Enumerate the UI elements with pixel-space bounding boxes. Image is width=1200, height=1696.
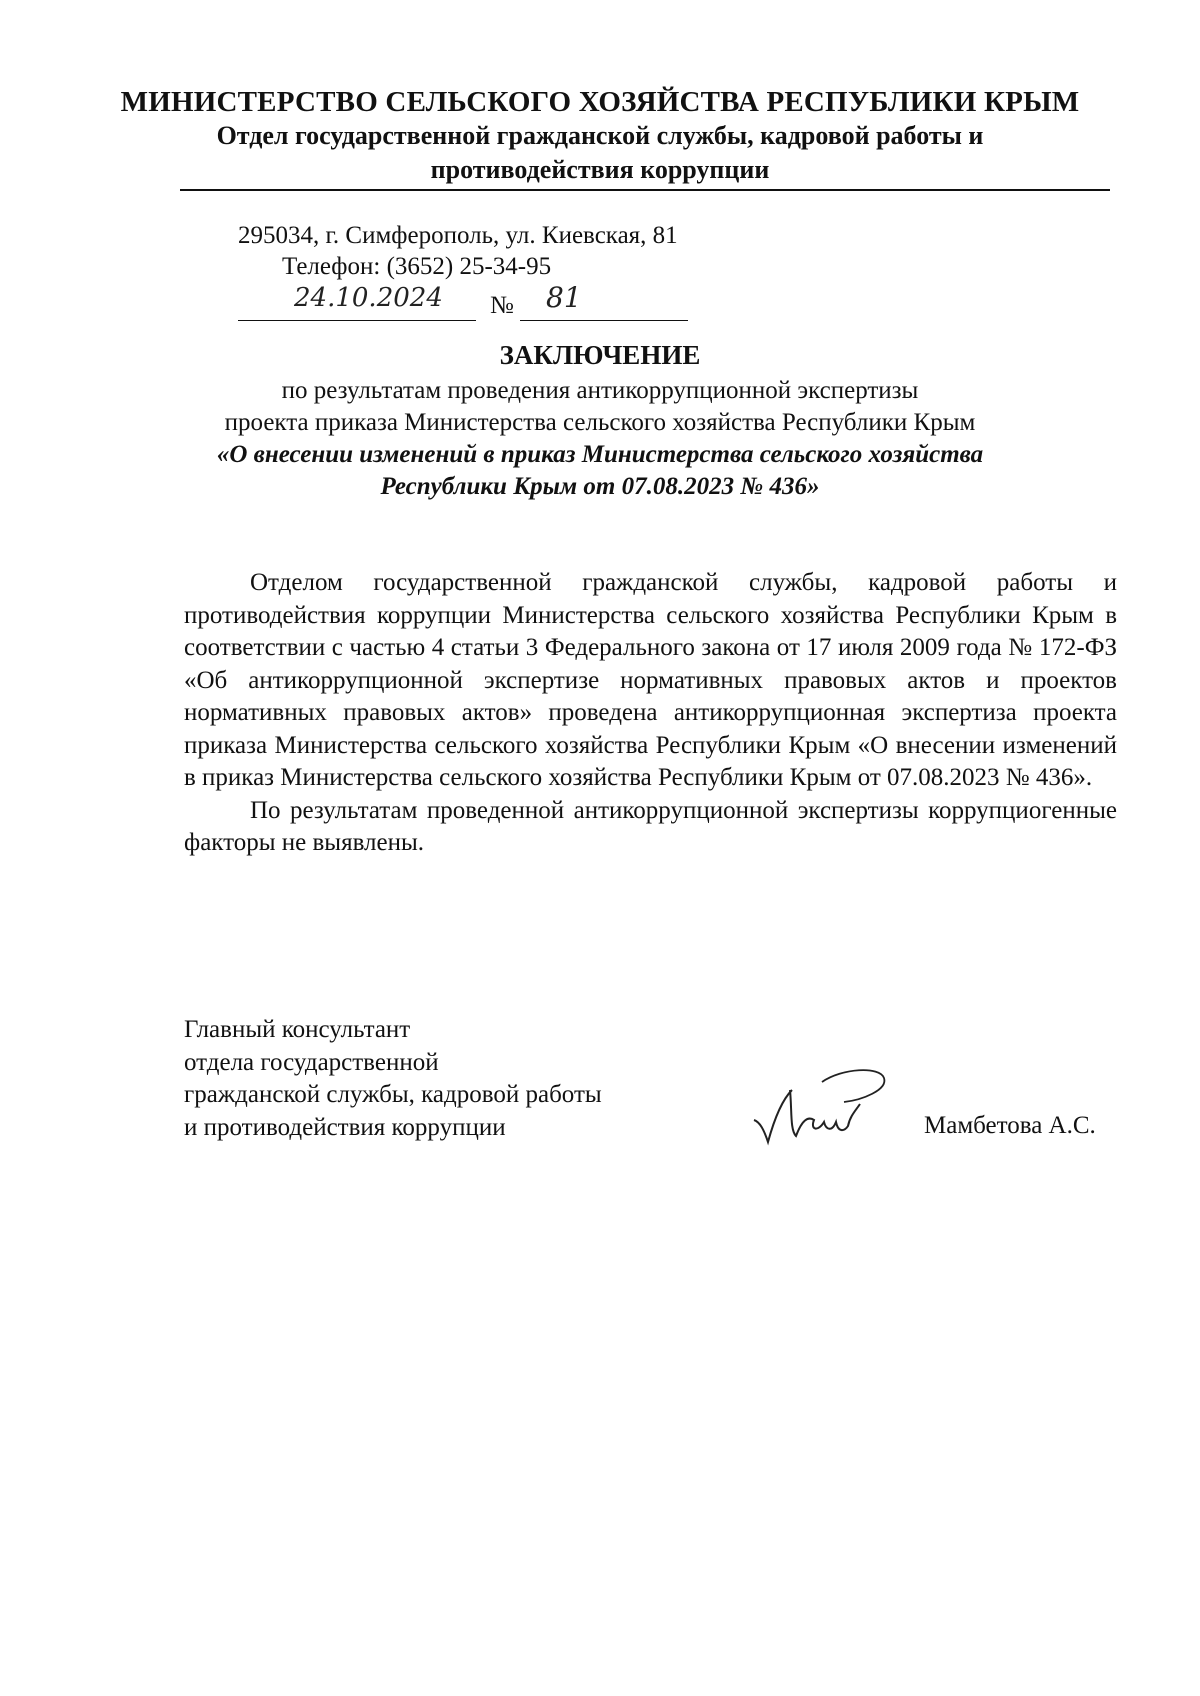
subtitle-bold-line1: «О внесении изменений в приказ Министерства сельского хозяйства [216,441,984,468]
number-underline [520,320,688,321]
body-paragraph-2: По результатам проведенной антикоррупционной экспертизы коррупциогенные факторы не выявлены. [184,796,1117,856]
date-underline [238,320,476,321]
position-line-4: и противодействия коррупции [184,1113,506,1141]
body-paragraph-1: Отделом государственной гражданской службы, кадровой работы и противодействия коррупции Министерства сельского хозяйства Республики Крым в соответствии с частью 4 статьи 3 Федерального закона от 17 июля 2009 года № 172-ФЗ «Об антикоррупционной экспертизе нормативных правовых актов и проектов нормативных правовых актов» проведена антикоррупционная экспертиза проекта приказа Министерства сельского хозяйства Республики Крым «О внесении изменений в приказ Министерства сельского хозяйства Республики Крым от 07.08.2023 № 436». [184,569,1117,791]
body-text [184,567,1117,860]
phone-line: Телефон: (3652) 25-34-95 [282,253,552,280]
handwritten-date: 24.10.2024 [294,283,443,313]
department-name-line1: Отдел государственной гражданской службы, кадровой работы и [216,121,984,150]
number-label: № [490,292,514,319]
subtitle-line1: по результатам проведения антикоррупционной экспертизы [281,377,919,404]
department-name-line2: противодействия коррупции [430,155,770,184]
registration-line [238,281,688,323]
subtitle-line2: проекта приказа Министерства сельского хозяйства Республики Крым [224,409,976,436]
handwritten-signature [752,1060,892,1150]
header-divider [180,189,1110,191]
signatory-position [184,1014,602,1144]
position-line-2: отдела государственной [184,1048,439,1076]
subtitle-bold-line2: Республики Крым от 07.08.2023 № 436» [380,473,820,500]
signatory-name: Мамбетова А.С. [924,1112,1096,1139]
address-line: 295034, г. Симферополь, ул. Киевская, 81 [238,222,678,249]
handwritten-number: 81 [546,281,582,314]
document-title: ЗАКЛЮЧЕНИЕ [499,340,701,370]
ministry-name: МИНИСТЕРСТВО СЕЛЬСКОГО ХОЗЯЙСТВА РЕСПУБЛИКИ КРЫМ [120,86,1080,118]
position-line-1: Главный консультант [184,1016,411,1043]
position-line-3: гражданской службы, кадровой работы [184,1081,602,1108]
